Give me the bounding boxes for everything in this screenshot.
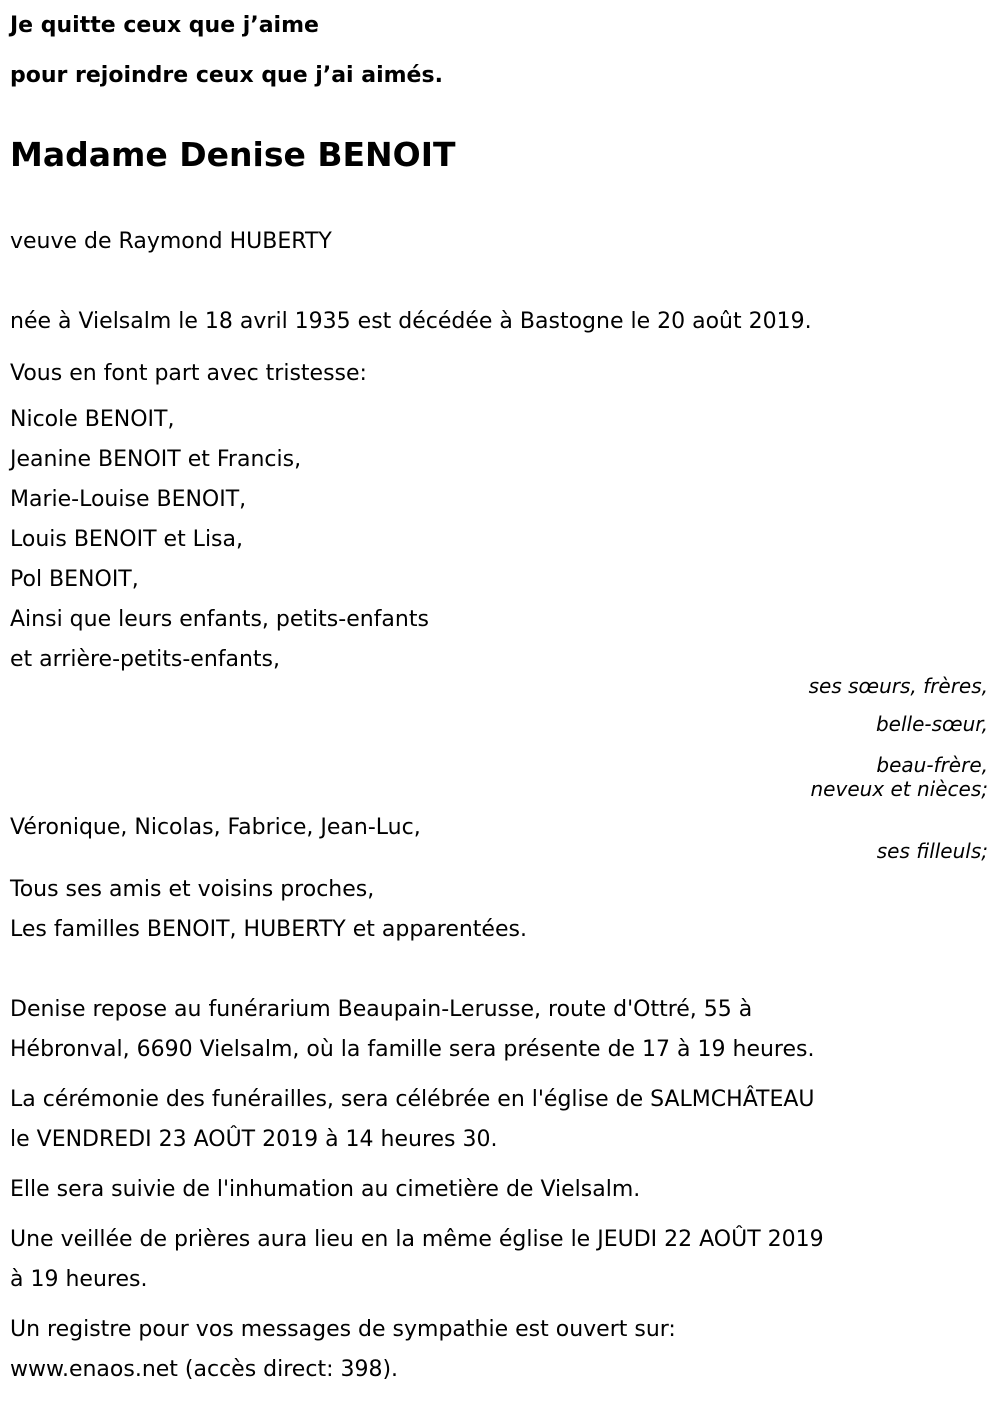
details-line: à 19 heures. [10, 1267, 148, 1292]
others-line: Tous ses amis et voisins proches, [10, 877, 375, 902]
family-line: Nicole BENOIT, [10, 407, 175, 432]
relation-line: ses filleuls; [876, 839, 988, 863]
details-line: Hébronval, 6690 Vielsalm, où la famille sera présente de 17 à 19 heures. [10, 1037, 815, 1062]
relation-line: beau-frère, [876, 753, 988, 777]
details-line: Un registre pour vos messages de sympathie est ouvert sur: [10, 1317, 676, 1342]
details-line: le VENDREDI 23 AOÛT 2019 à 14 heures 30. [10, 1127, 498, 1152]
epigraph-line: pour rejoindre ceux que j’ai aimés. [10, 63, 443, 88]
website-link[interactable]: www.enaos.net (accès direct: 398). [10, 1357, 399, 1382]
birth-death: née à Vielsalm le 18 avril 1935 est décédée à Bastogne le 20 août 2019. [10, 309, 812, 334]
family-line: Marie-Louise BENOIT, [10, 487, 247, 512]
relation-line: ses sœurs, frères, [808, 674, 988, 698]
announce: Vous en font part avec tristesse: [10, 361, 367, 386]
godchildren: Véronique, Nicolas, Fabrice, Jean-Luc, [10, 815, 421, 840]
details-line: Une veillée de prières aura lieu en la même église le JEUDI 22 AOÛT 2019 [10, 1227, 824, 1252]
family-line: Louis BENOIT et Lisa, [10, 527, 243, 552]
relation-line: neveux et nièces; [810, 777, 988, 801]
page-title: Madame Denise BENOIT [10, 135, 456, 174]
epigraph-line: Je quitte ceux que j’aime [10, 13, 319, 38]
details-line: La cérémonie des funérailles, sera célébrée en l'église de SALMCHÂTEAU [10, 1087, 815, 1112]
family-line: Jeanine BENOIT et Francis, [10, 447, 302, 472]
relation-line: belle-sœur, [875, 712, 988, 736]
details-line: Elle sera suivie de l'inhumation au cimetière de Vielsalm. [10, 1177, 641, 1202]
details-line: Denise repose au funérarium Beaupain-Lerusse, route d'Ottré, 55 à [10, 997, 753, 1022]
widow-of: veuve de Raymond HUBERTY [10, 229, 332, 254]
others-line: Les familles BENOIT, HUBERTY et apparentées. [10, 917, 527, 942]
family-line: Ainsi que leurs enfants, petits-enfants [10, 607, 429, 632]
family-line: et arrière-petits-enfants, [10, 647, 281, 672]
family-line: Pol BENOIT, [10, 567, 139, 592]
